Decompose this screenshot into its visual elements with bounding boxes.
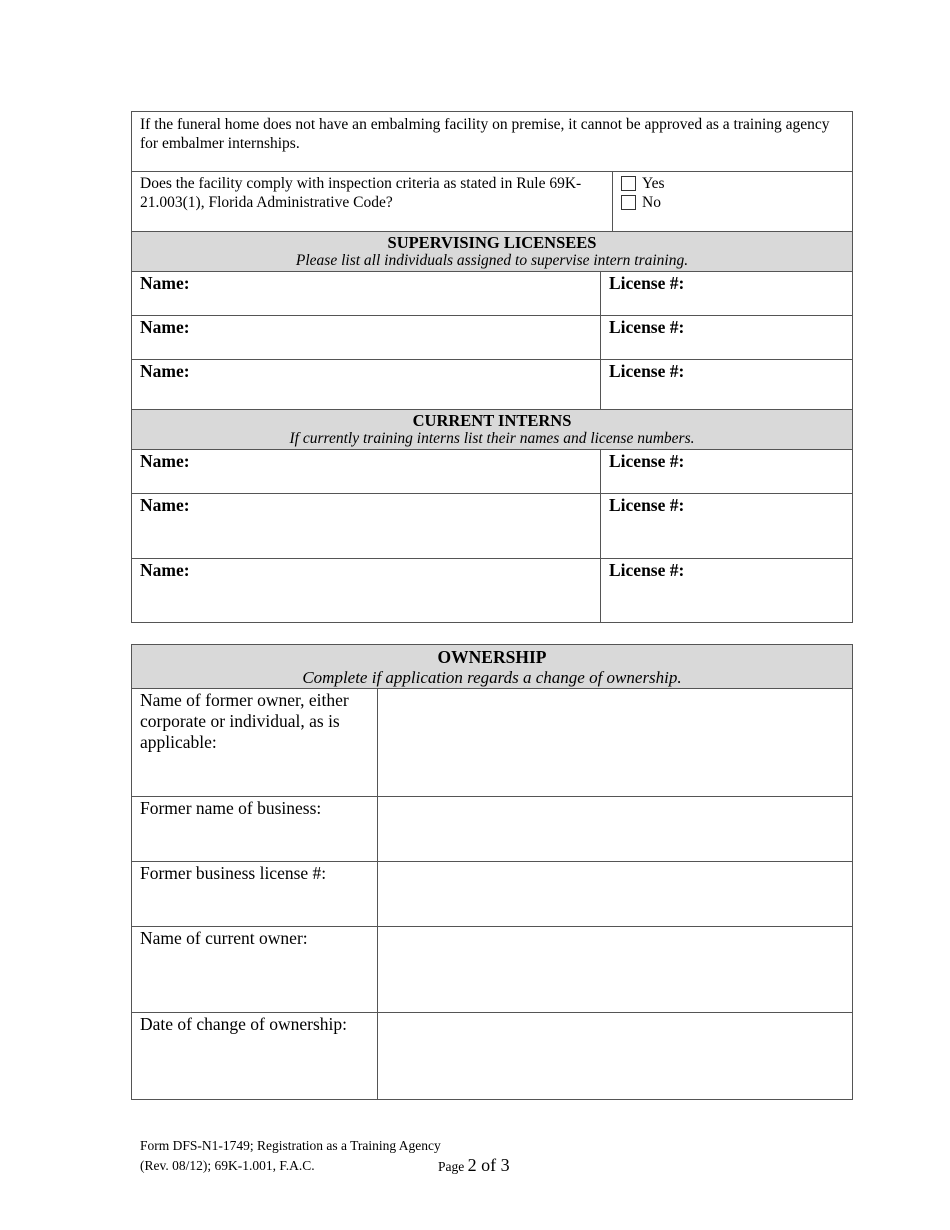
ownership-header	[132, 645, 852, 689]
page-count: 2 of 3	[467, 1155, 510, 1175]
no-label: No	[642, 194, 661, 211]
intern-name-field[interactable]: Name:	[132, 494, 601, 558]
former-owner-label: Name of former owner, either corporate or individual, as is applicable:	[132, 689, 378, 796]
intern-name-field[interactable]: Name:	[132, 450, 601, 493]
embalming-notice: If the funeral home does not have an embalming facility on premise, it cannot be approved as a training agency for embalmer internships.	[132, 112, 852, 172]
intern-row	[132, 494, 852, 559]
yes-option[interactable]	[621, 174, 665, 193]
interns-subtitle: If currently training interns list their names and license numbers.	[289, 430, 695, 447]
intern-name-field[interactable]: Name:	[132, 559, 601, 622]
inspection-question-row	[132, 172, 852, 232]
ownership-row[interactable]	[132, 1013, 852, 1099]
change-date-label: Date of change of ownership:	[132, 1013, 378, 1099]
ownership-table	[131, 644, 853, 1100]
inspection-question: Does the facility comply with inspection criteria as stated in Rule 69K-21.003(1), Florida Administrative Code?	[132, 172, 613, 231]
ownership-row[interactable]	[132, 797, 852, 862]
page-footer	[140, 1136, 510, 1176]
supervising-subtitle: Please list all individuals assigned to supervise intern training.	[295, 252, 689, 269]
yes-checkbox[interactable]	[621, 176, 636, 191]
form-id: Form DFS-N1-1749; Registration as a Training Agency	[140, 1138, 441, 1153]
supervisor-row	[132, 272, 852, 316]
supervisor-name-field[interactable]: Name:	[132, 360, 601, 409]
intern-row	[132, 450, 852, 494]
yes-label: Yes	[642, 175, 665, 192]
page-prefix: Page	[438, 1159, 468, 1174]
interns-title: CURRENT INTERNS	[412, 411, 572, 430]
intern-row	[132, 559, 852, 622]
supervisor-license-field[interactable]: License #:	[609, 273, 685, 293]
intern-license-field[interactable]: License #:	[609, 495, 685, 515]
intern-license-field[interactable]: License #:	[609, 451, 685, 471]
ownership-subtitle: Complete if application regards a change of ownership.	[302, 668, 682, 687]
supervisor-license-field[interactable]: License #:	[609, 317, 685, 337]
inspection-options	[621, 174, 665, 212]
no-checkbox[interactable]	[621, 195, 636, 210]
ownership-row[interactable]	[132, 927, 852, 1013]
ownership-row[interactable]	[132, 862, 852, 927]
no-option[interactable]	[621, 193, 665, 212]
ownership-row[interactable]	[132, 689, 852, 797]
supervising-header	[132, 232, 852, 272]
interns-header	[132, 410, 852, 450]
supervisor-row	[132, 316, 852, 360]
supervisor-name-field[interactable]: Name:	[132, 272, 601, 315]
former-business-name-label: Former name of business:	[132, 797, 378, 861]
facility-table	[131, 111, 853, 623]
supervisor-name-field[interactable]: Name:	[132, 316, 601, 359]
page-number	[438, 1155, 510, 1177]
ownership-title: OWNERSHIP	[437, 647, 547, 667]
intern-license-field[interactable]: License #:	[609, 560, 685, 580]
supervising-title: SUPERVISING LICENSEES	[387, 233, 597, 252]
form-revision: (Rev. 08/12); 69K-1.001, F.A.C.	[140, 1158, 315, 1173]
supervisor-row	[132, 360, 852, 410]
former-license-label: Former business license #:	[132, 862, 378, 926]
supervisor-license-field[interactable]: License #:	[609, 361, 685, 381]
current-owner-label: Name of current owner:	[132, 927, 378, 1012]
